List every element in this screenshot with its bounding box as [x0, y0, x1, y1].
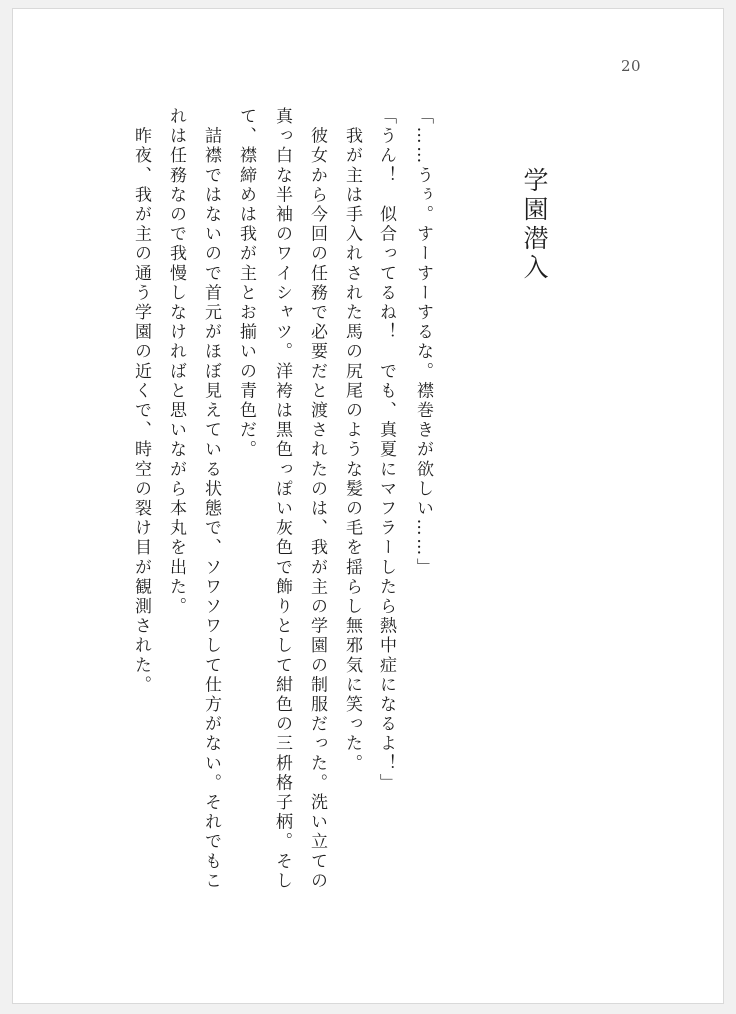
text-line-9: 昨夜、我が主の通う学園の近くで、時空の裂け目が観測された。: [131, 107, 151, 695]
text-line-1: 「……うぅ。すーすーするな。襟巻きが欲しい……」: [413, 107, 433, 578]
text-line-2: 「うん！ 似合ってるね！ でも、真夏にマフラーしたら熱中症になるよ！」: [376, 107, 396, 793]
text-line-8: れは任務なので我慢しなければと思いながら本丸を出た。: [166, 107, 186, 617]
text-line-3: 我が主は手入れされた馬の尻尾のような髪の毛を揺らし無邪気に笑った。: [342, 107, 362, 774]
text-line-5: 真っ白な半袖のワイシャツ。洋袴は黒色っぽい灰色で飾りとして紺色の三枡格子柄。そし: [272, 107, 292, 891]
page-number: 20: [621, 57, 642, 75]
book-page: [12, 8, 724, 1004]
chapter-title: 学園潜入: [520, 167, 549, 283]
text-line-4: 彼女から今回の任務で必要だと渡されたのは、我が主の学園の制服だった。洗い立ての: [307, 107, 327, 891]
text-line-6: て、襟締めは我が主とお揃いの青色だ。: [236, 107, 256, 460]
text-line-7: 詰襟ではないので首元がほぼ見えている状態で、ソワソワして仕方がない。それでもこ: [201, 107, 221, 891]
